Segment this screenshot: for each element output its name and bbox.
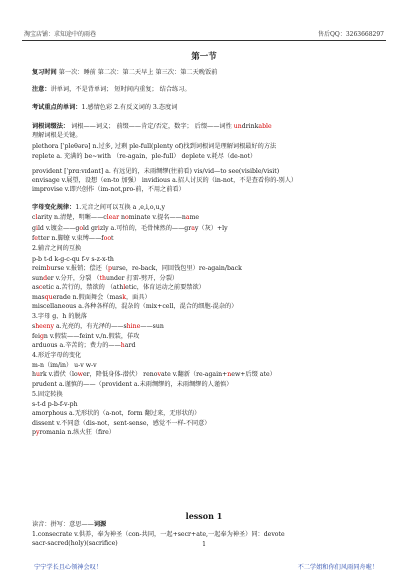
text-segment: p-b t-d k-g-c-qu f-v s-z-x-th xyxy=(32,256,114,263)
text-segment: etic，体育运动之前要禁欲） xyxy=(125,284,205,291)
text-segment: arduous a.辛苦的；费力的—— xyxy=(32,342,121,349)
text-segment: sacr-sacred(holy)(sacrifice) xyxy=(32,540,118,547)
text-segment: 第一次：睡前 第二次：第二天早上 第三次：第二天晚饭前 xyxy=(56,69,218,76)
text-segment: etic a.苦行的，禁欲的 （ath xyxy=(42,284,124,291)
text-segment: 1.元音之间可以互换 a ,e,i,o,u,y xyxy=(75,204,166,211)
highlighted-letters: g xyxy=(39,333,44,340)
text-segment: 4.形近字母的变化 xyxy=(32,352,82,359)
highlighted-letters: lear xyxy=(106,214,120,221)
text-segment: 读音：拼写：意思—— xyxy=(32,521,94,528)
text-line xyxy=(32,362,97,370)
highlighted-letters: d xyxy=(43,275,48,282)
text-line xyxy=(32,429,115,437)
text-segment: me xyxy=(189,214,200,221)
text-line xyxy=(32,391,63,399)
text-segment: 理解词根是关键。 xyxy=(32,132,82,139)
text-segment: g xyxy=(32,225,36,232)
header-shop-name: 淘宝店铺：求知途中的雨巷 xyxy=(24,31,97,38)
text-line xyxy=(32,420,210,428)
text-segment: 词根——词义； 前缀——肯定/否定，数字； 后缀——词性 xyxy=(69,123,234,130)
text-line xyxy=(32,225,228,233)
highlighted-letters: u xyxy=(36,371,40,378)
text-line xyxy=(32,153,256,161)
section-title: 第一节 xyxy=(191,52,217,62)
text-segment: fei xyxy=(32,333,40,340)
text-segment: ，面具） xyxy=(125,294,151,301)
highlighted-letters: w xyxy=(77,371,83,378)
text-segment: ld v.镀金——g xyxy=(37,225,80,232)
bold-label: 注意： xyxy=(32,86,51,93)
highlighted-letters: a xyxy=(191,225,195,232)
bold-label: 词根词缀法： xyxy=(32,123,70,130)
highlighted-letters: l xyxy=(35,214,38,221)
text-segment: s-t-d p-b-f-v-ph xyxy=(32,401,78,408)
text-line xyxy=(32,186,185,194)
text-segment: tter n.脚镣 v.束缚——f xyxy=(37,235,104,242)
text-line xyxy=(32,235,114,243)
text-segment: ard xyxy=(124,342,136,349)
text-segment: er，降低身体-潜伏） reno xyxy=(82,371,158,378)
text-segment: amorphous a.无形状的（a-not，form 翻过来，无形状的） xyxy=(32,410,201,417)
text-segment: replete a. 充满的 be~with （re-again，ple-full） deplete v.耗尽（de-not） xyxy=(32,153,257,160)
text-segment: provident [ˈprɑːvɪdənt] a. 有远见的，未雨绸缪(往前看) vis/vid—to see(visible/visit) xyxy=(32,168,280,175)
highlighted-letters: v xyxy=(157,371,161,378)
text-line xyxy=(32,214,199,222)
text-segment: reim xyxy=(32,265,47,272)
text-line xyxy=(32,531,285,539)
highlighted-letters: n xyxy=(227,371,232,378)
text-line xyxy=(32,69,217,77)
text-segment: prudent a.谨慎的——（provident a.未雨绸缪的，未雨绸缪的人谨慎） xyxy=(32,381,233,388)
text-line xyxy=(32,168,279,176)
text-segment: y（灰）+ly xyxy=(194,225,228,232)
bold-label: 字母变化规律： xyxy=(32,204,76,211)
footer-right-text: 不二学姐和你们风雨同舟啦！ xyxy=(297,564,378,571)
text-segment: h xyxy=(32,371,36,378)
text-line xyxy=(32,352,81,360)
highlighted-letters: heeny xyxy=(35,323,54,330)
text-line xyxy=(32,371,276,379)
text-segment: erade n.假面舞会（mas xyxy=(52,294,123,301)
text-segment: drink xyxy=(241,123,259,130)
highlighted-letters: able xyxy=(258,123,272,130)
highlighted-letters: k xyxy=(122,294,126,301)
highlighted-letters: c xyxy=(38,284,43,291)
text-line xyxy=(32,177,297,185)
highlighted-letters: hine xyxy=(126,323,141,330)
page-header xyxy=(22,28,386,41)
text-segment: 2.辅音之间的互换 xyxy=(32,245,82,252)
highlighted-letters: y xyxy=(35,429,40,436)
text-segment: m-n（im/in） u-v w-v xyxy=(32,362,97,369)
highlighted-letters: oo xyxy=(103,235,112,242)
footer-left-text: 宁宁学长且心领神会叹！ xyxy=(34,564,103,571)
text-line xyxy=(32,410,200,418)
text-segment: s xyxy=(32,323,36,330)
text-segment: a.光亮的，有光泽的——s xyxy=(53,323,127,330)
text-line xyxy=(32,303,237,311)
highlighted-letters: un xyxy=(233,123,242,130)
text-line xyxy=(32,86,191,94)
text-segment: mas xyxy=(32,294,45,301)
text-segment: f xyxy=(32,235,35,242)
text-segment: 1.感情色彩 2.有反义词的 3.态度词 xyxy=(81,104,178,111)
text-segment: urse，re-back，同回钱包里）re-again/back xyxy=(112,265,242,272)
text-segment: 讲单词，不是背单词； 短时间内重复； 结合练习。 xyxy=(50,86,191,93)
text-line xyxy=(32,342,135,350)
text-line xyxy=(32,104,177,112)
text-segment: ——sun xyxy=(140,323,164,330)
text-segment: improvise v.即兴创作（im-not,pro-前，不用之前看） xyxy=(32,186,185,193)
highlighted-letters: b xyxy=(46,265,51,272)
text-line xyxy=(32,381,232,389)
text-segment: 3.字母 g、h 的脱落 xyxy=(32,313,87,320)
text-segment: as xyxy=(32,284,39,291)
highlighted-letters: qu xyxy=(44,294,53,301)
text-segment: er v.分开，分裂 （ xyxy=(47,275,100,282)
highlighted-letters: e xyxy=(34,235,38,242)
text-segment: t xyxy=(111,235,114,242)
text-line xyxy=(32,265,242,273)
text-line xyxy=(32,294,151,302)
highlighted-letters: o xyxy=(79,225,84,232)
highlighted-letters: i xyxy=(97,225,100,232)
text-segment: ew+后缀 ate） xyxy=(231,371,276,378)
text-segment: rk v.潜伏（lo xyxy=(40,371,78,378)
text-segment: miscellaneous a.各种各样的，混杂的（mix+cell，混合的细胞-混杂的） xyxy=(32,303,238,310)
text-segment: arity n.清楚，明晰——c xyxy=(37,214,107,221)
text-line xyxy=(32,204,165,212)
highlighted-letters: th xyxy=(99,275,107,282)
text-segment: p xyxy=(32,429,36,436)
text-line xyxy=(32,245,81,253)
text-segment: plethora [ˈpleθərə] n.过多, 过剩 ple-full(plenty of)找到词根词是理解词根最好的方法 xyxy=(32,143,277,150)
text-segment: envisage v.展望，设想（en-to 加强） invidious a.招人讨厌的（in-not，不是查看你的-别人） xyxy=(32,177,298,184)
highlighted-letters: l xyxy=(123,284,126,291)
text-segment: zly a.可怕的，毛骨悚然的——gr xyxy=(99,225,192,232)
text-segment: urse v.报销；偿还（ xyxy=(50,265,109,272)
text-segment: ld gr xyxy=(83,225,98,232)
text-line xyxy=(32,123,272,131)
page-number: 1 xyxy=(202,541,206,548)
highlighted-letters: o xyxy=(125,214,129,221)
lesson-heading: lesson 1 xyxy=(185,511,223,521)
text-segment: ate v.翻新（re-again+ xyxy=(160,371,228,378)
text-line xyxy=(32,256,114,264)
bold-label: 复习时间 xyxy=(32,69,57,76)
bold-label: 词源 xyxy=(93,521,107,528)
highlighted-letters: h xyxy=(120,342,125,349)
text-line xyxy=(32,521,106,529)
text-segment: 1.consecrate v.供养，奉为神圣（con-共同，一起+secr+ate,一起奉为神圣）同：devote xyxy=(32,531,285,538)
highlighted-letters: i xyxy=(35,225,38,232)
text-line xyxy=(32,275,178,283)
text-segment: n v.假装——feint v./n.假装，佯攻 xyxy=(43,333,140,340)
text-segment: 5.固定转换 xyxy=(32,391,63,398)
text-line xyxy=(32,313,87,321)
bold-label: 考试重点的单词： xyxy=(32,104,82,111)
text-segment: under 打雷-劈开，分裂） xyxy=(106,275,179,282)
text-segment: minate v.提名——n xyxy=(128,214,186,221)
text-line xyxy=(32,401,78,409)
text-line xyxy=(32,284,205,292)
text-segment: re） xyxy=(102,429,115,436)
text-line xyxy=(32,333,139,341)
text-line xyxy=(32,143,276,151)
text-segment: romania n.纵火狂（f xyxy=(39,429,103,436)
header-after-sales-qq: 售后QQ：3263668297 xyxy=(317,31,384,38)
text-line xyxy=(32,132,82,140)
text-segment: sun xyxy=(32,275,44,282)
highlighted-letters: a xyxy=(185,214,190,221)
text-segment: dissent v.不同意（dis-not，sent-sense，感觉不一样-不同意） xyxy=(32,420,211,427)
text-segment: n xyxy=(119,214,126,221)
highlighted-letters: p xyxy=(108,265,113,272)
text-line xyxy=(32,323,164,331)
text-segment: c xyxy=(32,214,36,221)
